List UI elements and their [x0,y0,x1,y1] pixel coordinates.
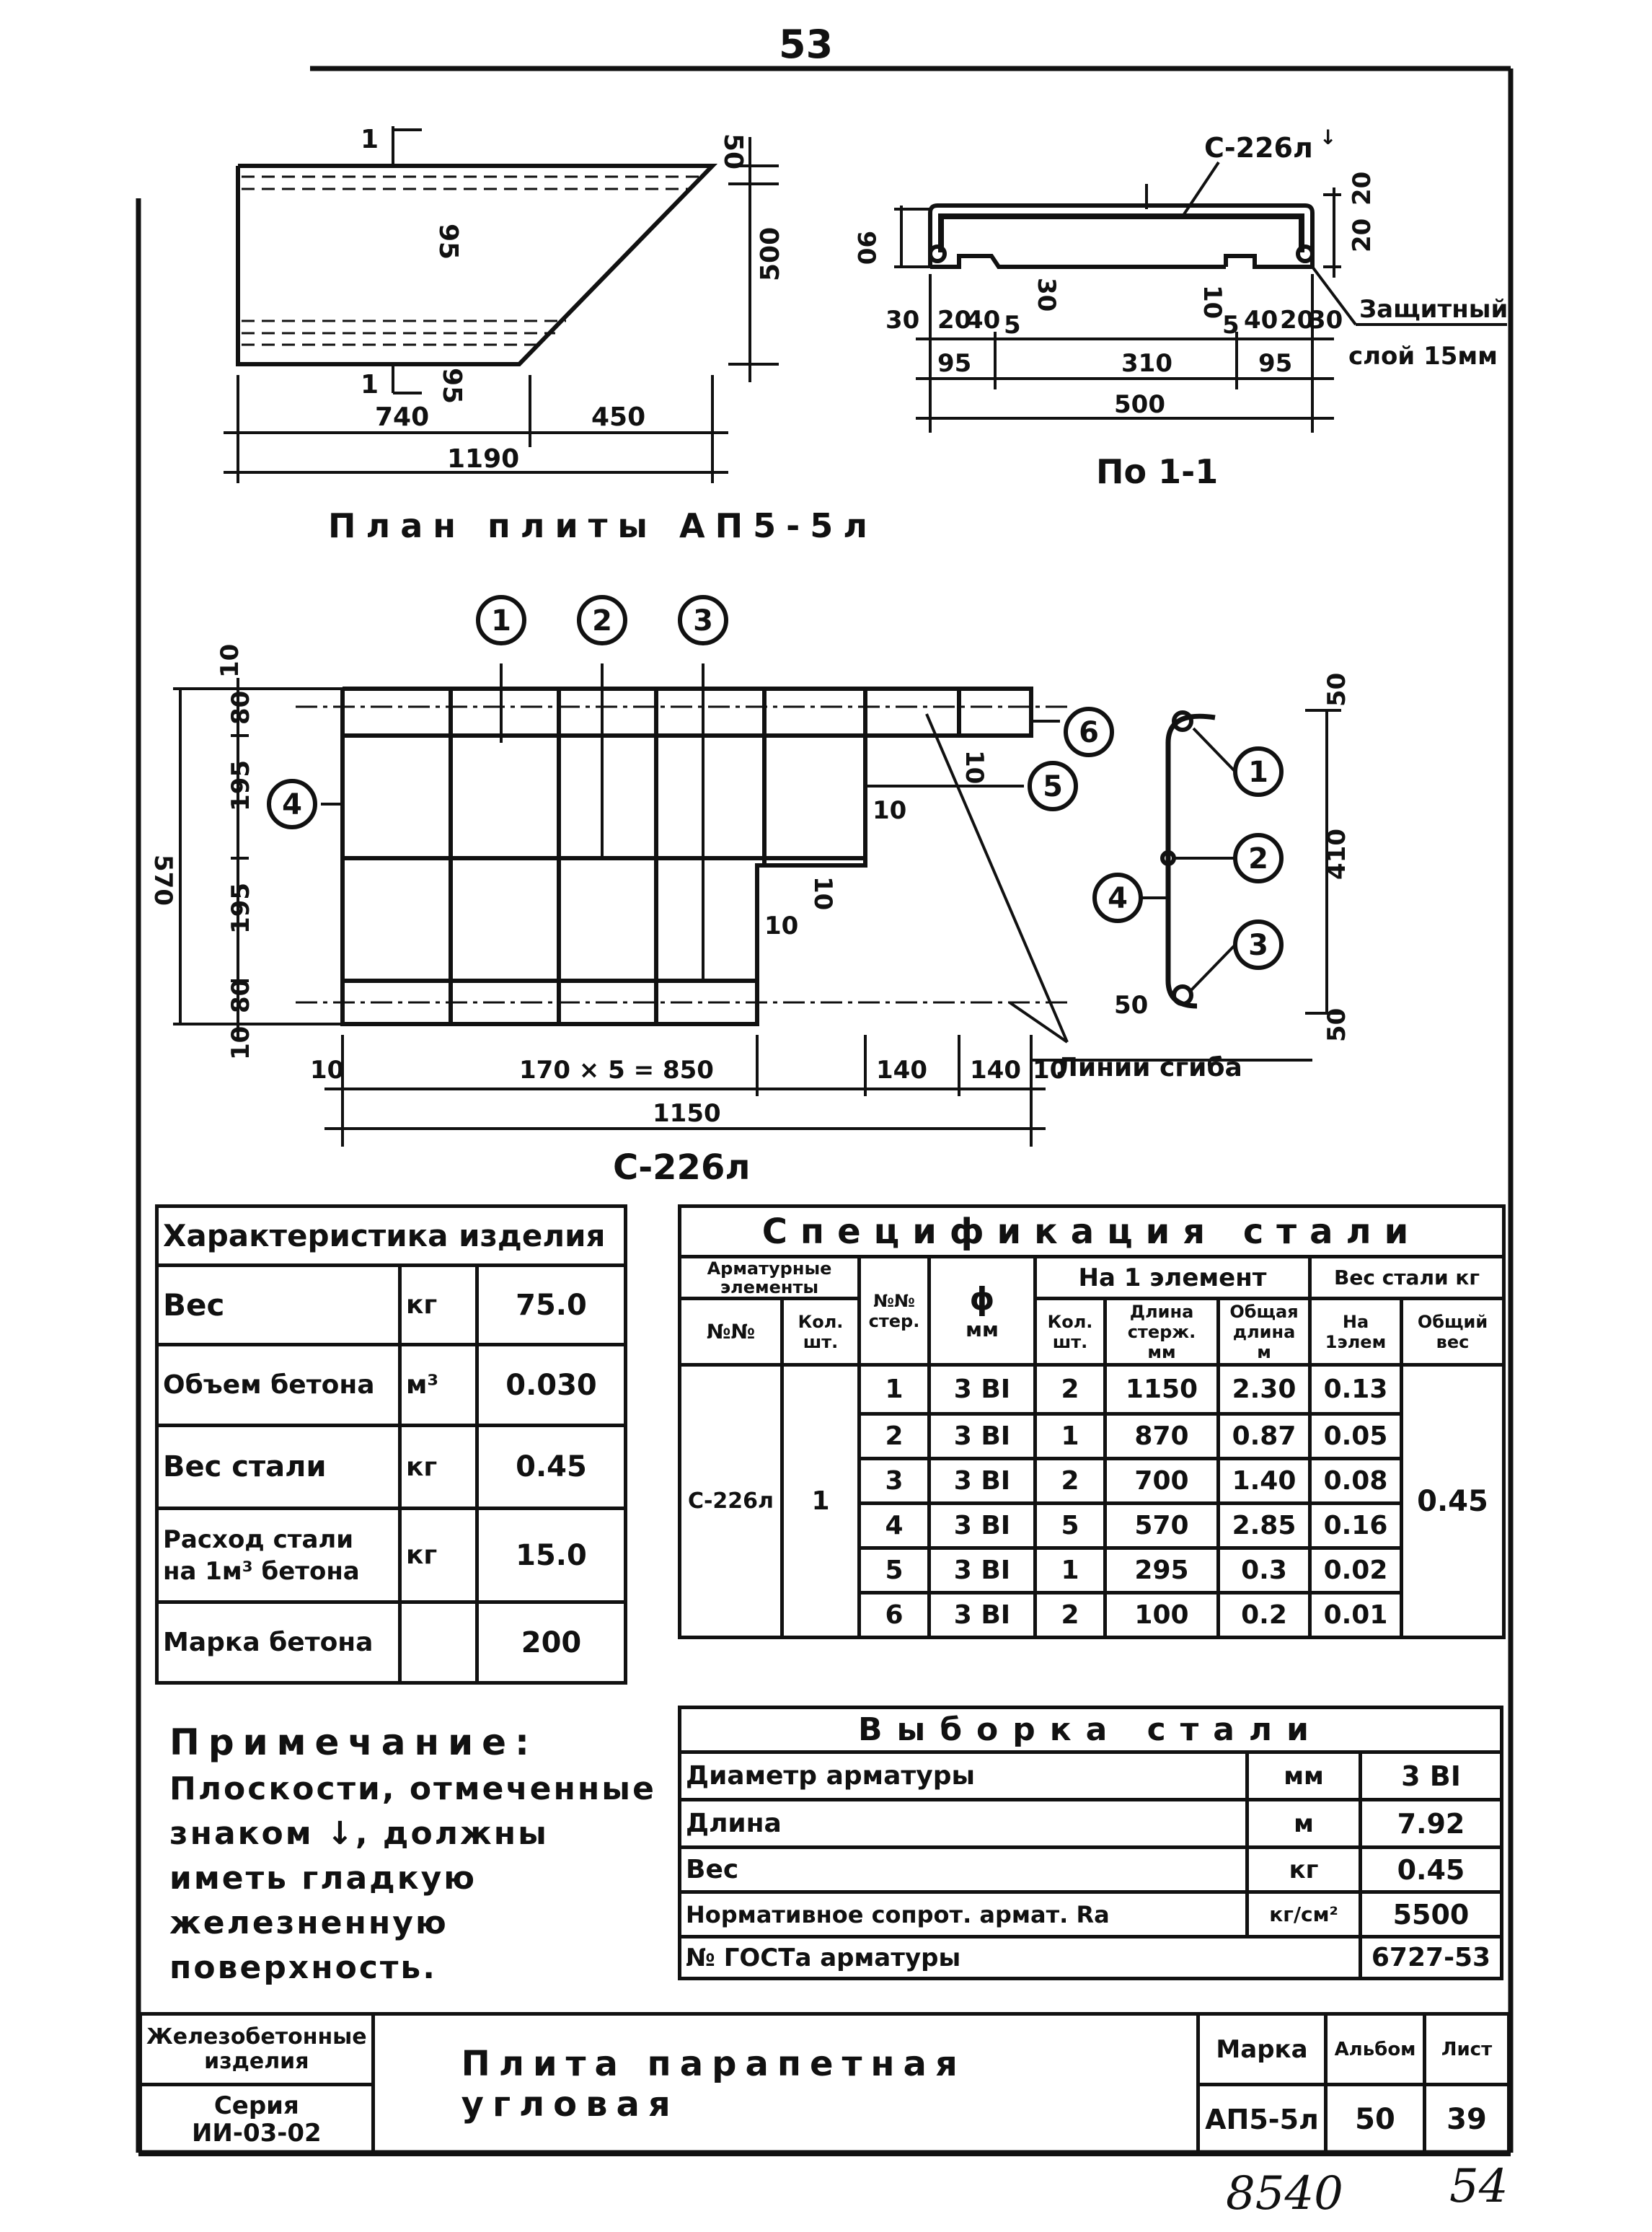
mesh-inner-dim-4: 10 [764,912,799,940]
title-block-sheet-label: Лист [1425,2014,1509,2085]
section-dim-5-left: 5 [1004,311,1021,340]
page-number: 53 [779,22,834,67]
section-dim-5-right: 5 [1222,311,1240,340]
mesh-bottom-dim-850: 170 × 5 = 850 [519,1056,714,1085]
section-rebar-label: С-226л [1204,132,1313,164]
section-cover-label-1: Защитный [1359,295,1509,324]
mesh-bottom-dim-140-b: 140 [970,1056,1021,1085]
spec-element-qty: 1 [782,1365,860,1638]
mesh-caption: С-226л [613,1147,751,1188]
mesh-bottom-dim-10-right: 10 [1033,1056,1067,1085]
mesh-left-dim-80-bottom: 80 [226,979,255,1013]
table-row: Длина м 7.92 [680,1800,1502,1848]
table-row: Вес кг 0.45 [680,1848,1502,1892]
title-block-album-label: Альбом [1326,2014,1425,2085]
profile-dim-410: 410 [1322,829,1351,880]
section-dim-20-left: 20 [937,306,972,335]
table-row: Диаметр арматуры мм 3 ВI [680,1752,1502,1800]
table-row: Вес стали кг 0.45 [157,1426,626,1509]
profile-dim-50-top: 50 [1322,672,1351,707]
table-row: Вес кг 75.0 [157,1266,626,1345]
table-row: Расход стали на 1м³ бетона кг 15.0 [157,1509,626,1602]
section-dim-310: 310 [1121,349,1172,378]
table-row: Марка бетона 200 [157,1602,626,1683]
plan-drawing [224,126,779,483]
mesh-total-height: 570 [149,855,177,906]
mesh-inner-dim-3: 10 [808,876,837,911]
mesh-callout-labels [282,604,1268,962]
plan-dim-1190: 1190 [447,444,520,474]
profile-callout-4: 4 [1108,882,1128,915]
mesh-left-dim-195-top: 195 [226,760,255,811]
characteristics-table [155,1204,627,1685]
mesh-inner-dim-1: 10 [960,750,989,785]
plan-dim-500: 500 [756,226,785,281]
section-dim-95-right: 95 [1258,349,1293,378]
mesh-callout-3: 3 [693,604,713,638]
mesh-bend-lines-label: Линии сгиба [1056,1053,1242,1082]
profile-callout-3: 3 [1248,929,1268,962]
table-row: С-226л 1 1 3 ВI 2 1150 2.30 0.13 0.45 [680,1365,1504,1414]
title-block-category: Железобетонные изделия [141,2014,374,2085]
mesh-bottom-dim-10-left: 10 [310,1056,345,1085]
table-row: 6 3 ВI 2 100 0.2 0.01 [680,1593,1504,1638]
mesh-callout-5: 5 [1043,770,1063,803]
plan-dim-50: 50 [718,133,748,170]
section-dim-labels [852,125,1508,419]
mesh-total-width: 1150 [653,1099,721,1128]
mesh-bottom-dim-140-a: 140 [876,1056,927,1085]
table-row: Нормативное сопрот. армат. Rа кг/см² 5500 [680,1892,1502,1937]
section-cover-label-2: слой 15мм [1348,342,1498,371]
title-block-name: Плита парапетная угловая [373,2014,1198,2155]
mesh-callout-4: 4 [282,788,302,821]
spec-element: С-226л [680,1365,782,1638]
table-row: 2 3 ВI 1 870 0.87 0.05 [680,1414,1504,1459]
section-dim-500: 500 [1114,390,1165,419]
title-block-album: 50 [1326,2085,1425,2155]
section-dim-40-right: 40 [1244,306,1278,335]
table-row: Объем бетона м³ 0.030 [157,1345,626,1426]
plan-dim-95-bottom: 95 [437,368,467,405]
mesh-dim-labels [149,644,1351,1128]
plan-section-mark-top: 1 [361,125,379,154]
title-block-mark: АП5-5л [1198,2085,1326,2155]
handwritten-number-left: 8540 [1226,2167,1343,2220]
profile-callout-2: 2 [1248,842,1268,875]
plan-section-mark-bottom: 1 [361,370,379,400]
characteristics-title: Характеристика изделия [157,1207,626,1266]
section-dim-20-right: 20 [1280,306,1315,335]
section-dim-30-mid: 30 [1032,278,1061,312]
section-dim-20b: 20 [1348,218,1377,252]
title-block-mark-label: Марка [1198,2014,1326,2085]
plan-dim-95-top: 95 [433,224,463,260]
section-dim-40-left: 40 [966,306,1001,335]
mesh-left-dim-80-top: 80 [226,690,255,725]
note-title: Примечание: [169,1721,539,1763]
plan-dim-740: 740 [375,402,430,432]
mesh-callout-2: 2 [592,604,612,638]
plan-dim-450: 450 [591,402,646,432]
mesh-left-dim-195-bottom: 195 [226,883,255,934]
steel-spec-table: Спецификация стали Арматурные элементы №№ стер. ϕ мм На 1 элемент Вес стали кг №№ Кол. шт. Кол. шт. Длина стерж. мм Общая длина м На 1элем Общий вес С-226л 1 1 3 ВI 2 1150 2.30 0.13 0.45 2 3 ВI 1 870 0.87 0.05 3 3 ВI 2 700 1.40 0.08 4 3 ВI 5 570 2.85 0.16 5 3 ВI 1 295 0.3 0.02 6 3 ВI 2 100 0.2 0.01 [678,1204,1506,1639]
mesh-left-dim-10-top: 10 [216,643,244,678]
profile-dim-50-bottom: 50 [1322,1007,1351,1042]
section-caption: По 1-1 [1096,452,1219,491]
handwritten-number-right: 54 [1449,2160,1509,2213]
section-dim-10-mid: 10 [1198,285,1227,319]
mesh-callout-1: 1 [491,604,511,638]
section-rebar-mark: ↓ [1320,125,1337,149]
selection-title: Выборка стали [680,1708,1502,1752]
plan-caption: План плиты АП5-5л [328,506,878,545]
table-row: 3 3 ВI 2 700 1.40 0.08 [680,1459,1504,1504]
section-dim-90: 90 [852,231,880,265]
profile-dim-50-left: 50 [1114,991,1149,1020]
spec-title: Спецификация стали [680,1207,1504,1257]
title-block-series-label: Серия [213,2091,299,2120]
table-row: 4 3 ВI 5 570 2.85 0.16 [680,1504,1504,1548]
title-block [138,2012,1511,2156]
mesh-callout-6: 6 [1079,716,1099,749]
section-dim-95-left: 95 [937,349,972,378]
mesh-inner-dim-2: 10 [873,796,907,825]
section-dim-30-right: 30 [1309,306,1343,335]
steel-selection-table [678,1706,1503,1980]
section-dim-30-left: 30 [885,306,920,335]
section-dim-20a: 20 [1348,171,1377,206]
title-block-series: ИИ-03-02 [191,2119,322,2148]
profile-callout-1: 1 [1248,756,1268,789]
title-block-sheet: 39 [1425,2085,1509,2155]
note-text: Плоскости, отмеченные знаком ↓, должны иметь гладкую железненную поверхность. [169,1770,656,1986]
table-row: 5 3 ВI 1 295 0.3 0.02 [680,1548,1504,1593]
mesh-left-dim-10-bottom: 10 [226,1025,255,1060]
table-row: № ГОСТа арматуры 6727-53 [680,1937,1502,1979]
spec-total-weight: 0.45 [1402,1365,1504,1638]
